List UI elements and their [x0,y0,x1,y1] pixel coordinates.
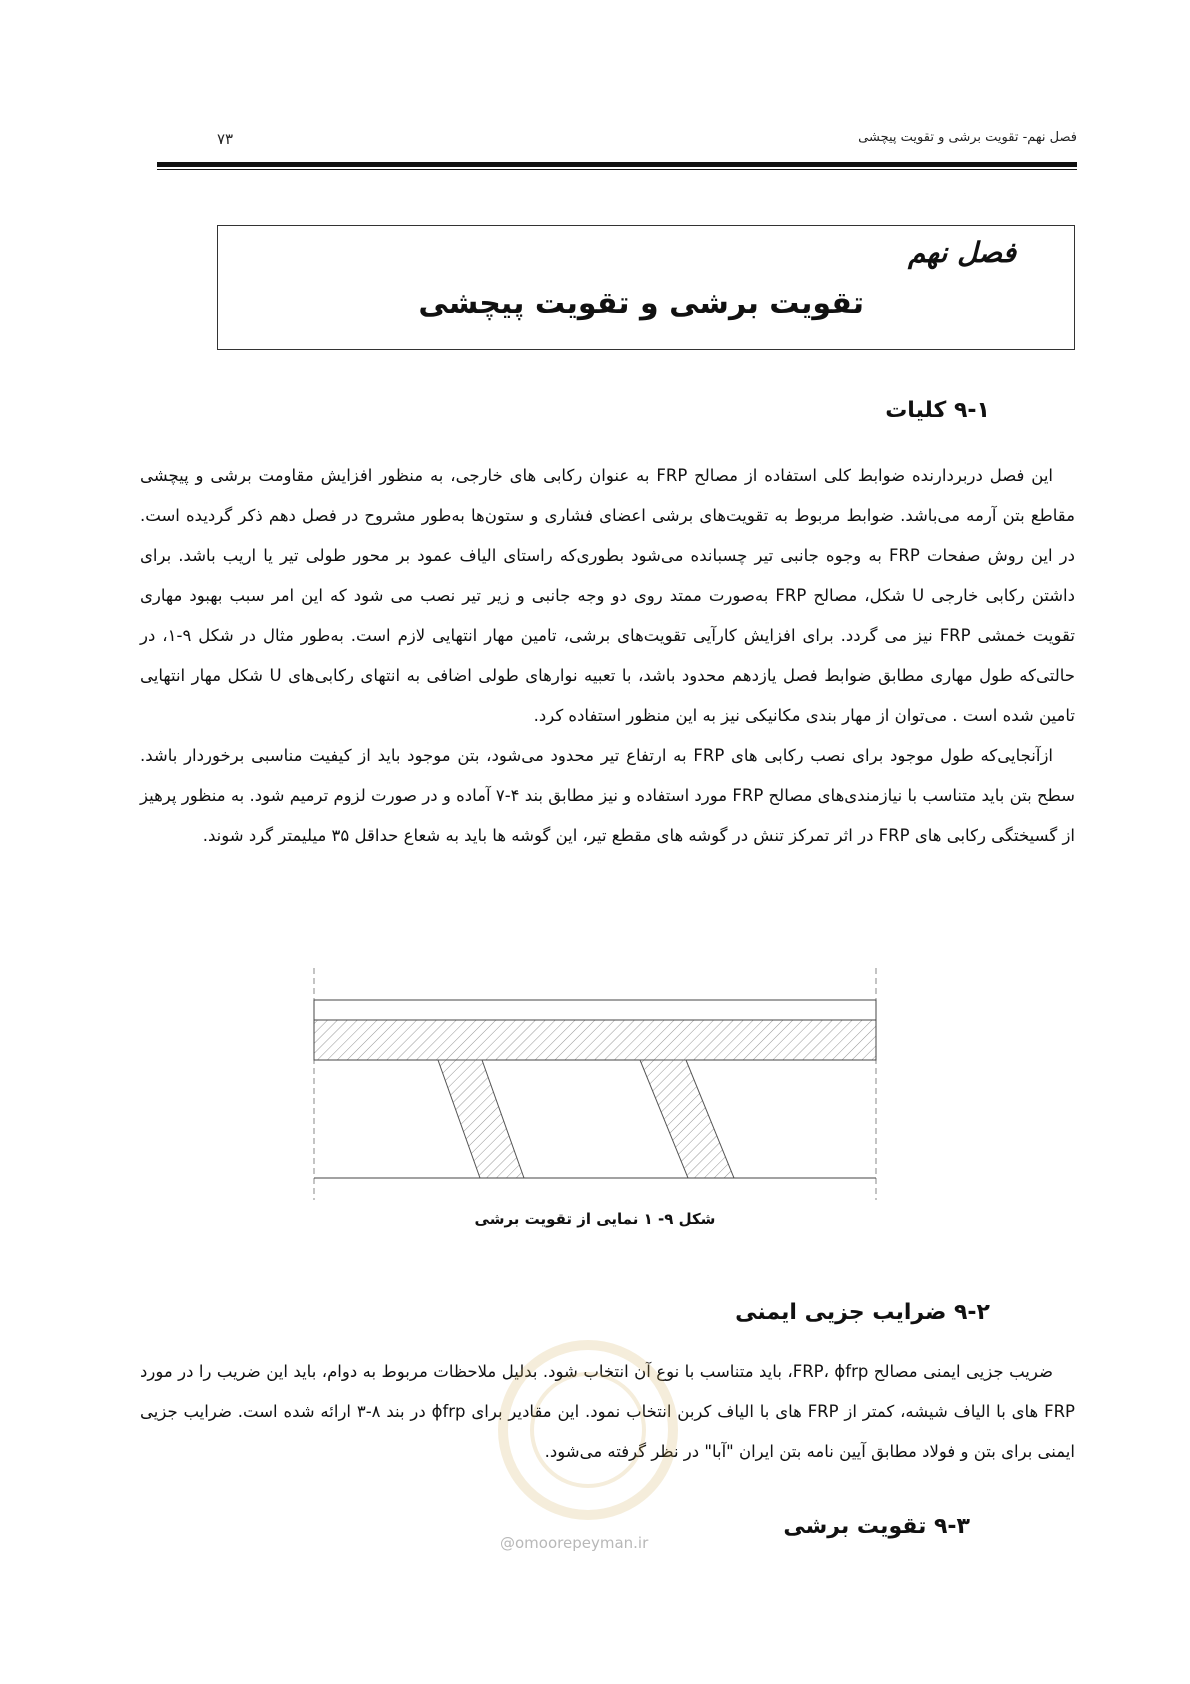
frp-strip [438,1060,524,1178]
page-number: ۷۳ [217,130,234,148]
header-rule-thin [157,169,1077,170]
chapter-title: تقویت برشی و تقویت پیچشی [418,286,864,321]
watermark-url: @omoorepeyman.ir [500,1534,649,1552]
section-1-body [140,456,1075,856]
figure-caption: شکل ۹- ۱ نمایی از تقویت برشی [474,1210,716,1228]
paragraph: این فصل دربردارنده ضوابط کلی استفاده از مصالح FRP به عنوان رکابی های خارجی، به منظور افزایش مقاومت برشی و پیچشی مقاطع بتن آرمه می‌باشد. ضوابط مربوط به تقویت‌های برشی اعضای فشاری و ستون‌ها به‌طور مشروح در فصل دهم ذکر گردیده است. در این روش صفحات FRP به وجوه جانبی تیر چسبانده می‌شود بطوری‌که راستای الیاف عمود بر محور طولی تیر یا اریب باشد. برای داشتن رکابی خارجی U شکل، مصالح FRP به‌صورت ممتد روی دو وجه جانبی و زیر تیر نصب می شود که این امر سبب بهبود مهاری تقویت خمشی FRP نیز می گردد. برای افزایش کارآیی تقویت‌های برشی، تامین مهار انتهایی لازم است. به‌طور مثال در شکل ۹-۱، در حالتی‌که طول مهاری مطابق ضوابط فصل یازدهم محدود باشد، با تعبیه نوارهای طولی اضافی به انتهای رکابی‌های U شکل مهار انتهایی تامین شده است . می‌توان از مهار بندی مکانیکی نیز به این منظور استفاده کرد. [140,466,1075,725]
header-chapter-ref: فصل نهم- تقویت برشی و تقویت پیچشی [858,130,1077,145]
hatched-frp-band [314,1020,876,1060]
paragraph: ازآنجایی‌که طول موجود برای نصب رکابی های FRP به ارتفاع تیر محدود می‌شود، بتن موجود باید از کیفیت مناسبی برخوردار باشد. سطح بتن باید متناسب با نیازمندی‌های مصالح FRP مورد استفاده و نیز مطابق بند ۴-۷ آماده و در صورت لزوم ترمیم شود. به منظور پرهیز از گسیختگی رکابی های FRP در اثر تمرکز تنش در گوشه های مقطع تیر، این گوشه ها باید به شعاع حداقل ۳۵ میلیمتر گرد شوند. [140,746,1075,845]
frp-strip [640,1060,734,1178]
running-header [157,130,1077,152]
section-heading-1: ۹-۱ کلیات [885,398,990,423]
section-heading-3: ۹-۳ تقویت برشی [783,1514,970,1539]
watermark-seal-inner-ring [530,1372,646,1488]
chapter-label: فصل نهم [908,236,1016,269]
header-rule-thick [157,162,1077,167]
shear-strengthening-figure [310,968,880,1200]
section-heading-2: ۹-۲ ضرایب جزیی ایمنی [735,1300,990,1325]
paragraph: ضریب جزیی ایمنی مصالح FRP، ϕfrp، باید متناسب با نوع آن انتخاب شود. بدلیل ملاحظات مربوط به دوام، باید این ضریب را در مورد FRP های با الیاف شیشه، کمتر از FRP های با الیاف کربن انتخاب نمود. این مقادیر برای ϕfrp در بند ۸-۳ ارائه شده است. ضرایب جزیی ایمنی برای بتن و فولاد مطابق آیین نامه بتن ایران "آبا" در نظر گرفته می‌شود. [140,1362,1075,1461]
top-flange [314,1000,876,1020]
chapter-title-box [217,225,1075,350]
watermark-seal-icon [498,1340,678,1520]
